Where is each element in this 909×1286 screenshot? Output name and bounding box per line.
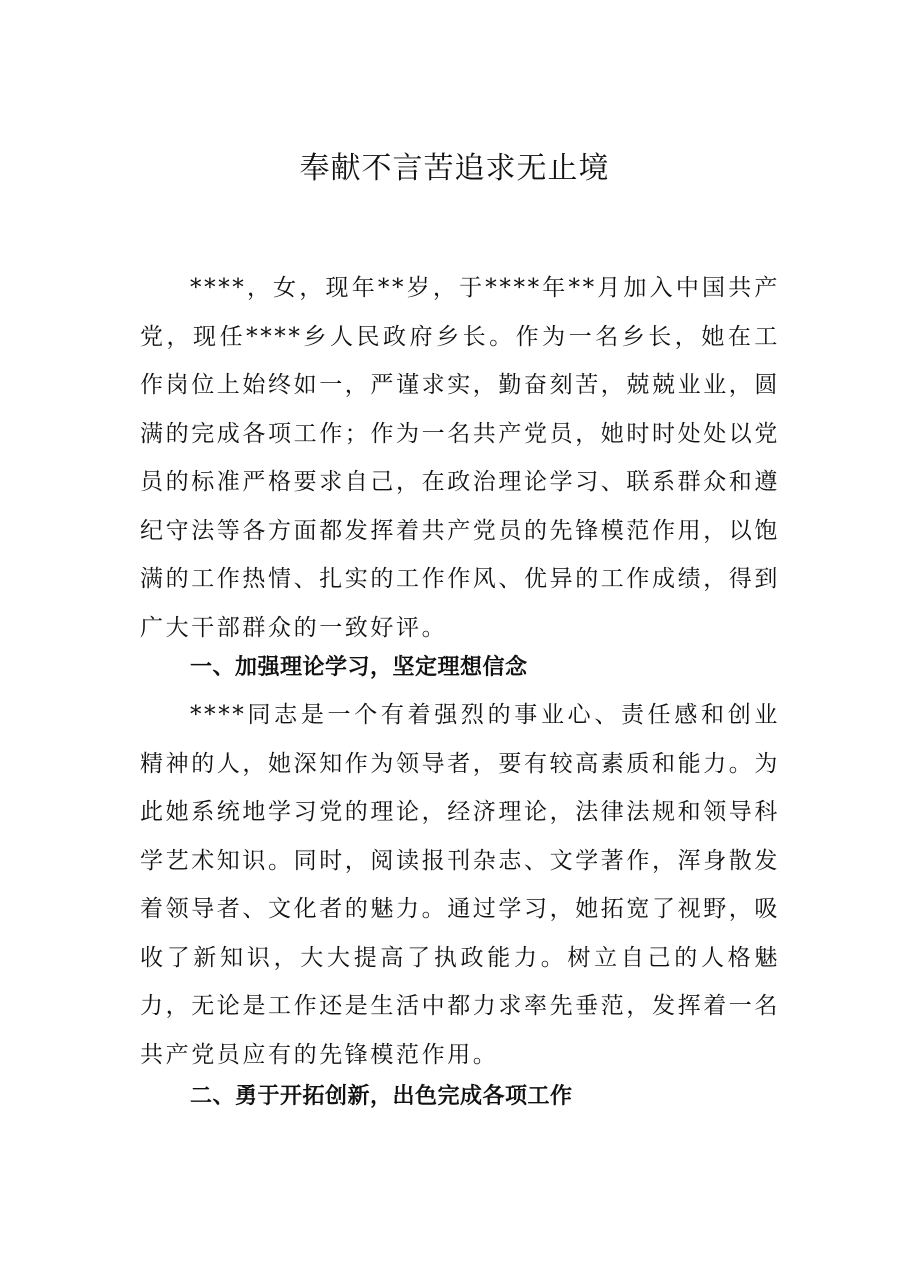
section-heading-2: 二、勇于开拓创新，出色完成各项工作 xyxy=(190,1084,573,1109)
document-title: 奉献不言苦追求无止境 xyxy=(299,151,610,186)
intro-paragraph: ****，女，现年**岁，于****年**月加入中国共产党，现任****乡人民政府乡长。作为一名乡长，她在工作岗位上始终如一，严谨求实，勤奋刻苦，兢兢业业，圆满的完成各项工作；作为一名共产党员，她时时处处以党员的标准严格要求自己，在政治理论学习、联系群众和遵纪守法等各方面都发挥着共产党员的先锋模范作用，以饱满的工作热情、扎实的工作作风、优异的工作成绩，得到广大干部群众的一致好评。 xyxy=(140,275,780,641)
section-1-paragraph: ****同志是一个有着强烈的事业心、责任感和创业精神的人，她深知作为领导者，要有较高素质和能力。为此她系统地学习党的理论，经济理论，法律法规和领导科学艺术知识。同时，阅读报刊杂志、文学著作，浑身散发着领导者、文化者的魅力。通过学习，她拓宽了视野，吸收了新知识，大大提高了执政能力。树立自己的人格魅力，无论是工作还是生活中都力求率先垂范，发挥着一名共产党员应有的先锋模范作用。 xyxy=(140,702,780,1068)
section-heading-1: 一、加强理论学习，坚定理想信念 xyxy=(190,655,528,680)
